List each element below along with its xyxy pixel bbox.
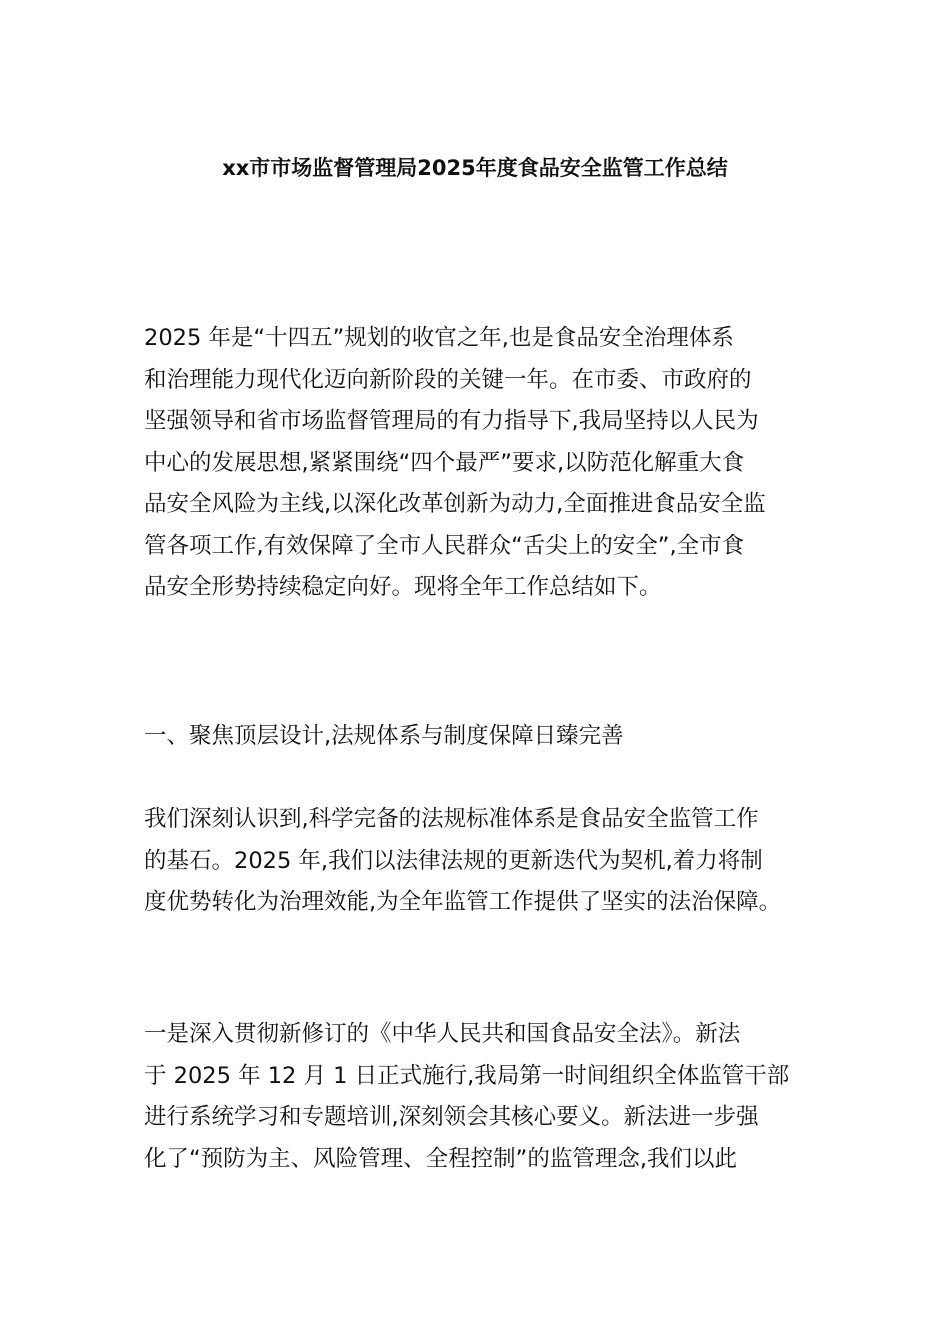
- text-line: 一是深入贯彻新修订的《中华人民共和国食品安全法》。新法: [144, 1021, 741, 1047]
- text-line: 中心的发展思想,紧紧围绕“四个最严”要求,以防范化解重大食: [144, 449, 745, 476]
- text-line: 2025 年是“十四五”规划的收官之年,也是食品安全治理体系: [144, 325, 734, 351]
- text-line: 度优势转化为治理效能,为全年监管工作提供了坚实的法治保障。: [144, 889, 782, 915]
- intro-paragraph: [144, 318, 814, 609]
- text-line: 于 2025 年 12 月 1 日正式施行,我局第一时间组织全体监管干部: [144, 1062, 790, 1089]
- section-paragraph: [144, 799, 814, 924]
- text-line: 品安全风险为主线,以深化改革创新为动力,全面推进食品安全监: [144, 491, 766, 517]
- text-line: 的基石。2025 年,我们以法律法规的更新迭代为契机,着力将制: [144, 847, 763, 874]
- text-line: 一、聚焦顶层设计,法规体系与制度保障日臻完善: [144, 723, 624, 749]
- text-line: 管各项工作,有效保障了全市人民群众“舌尖上的安全”,全市食: [144, 532, 745, 559]
- text-line: 品安全形势持续稳定向好。现将全年工作总结如下。: [144, 574, 662, 600]
- text-line: 进行系统学习和专题培训,深刻领会其核心要义。新法进一步强: [144, 1104, 759, 1130]
- section-heading: [144, 716, 814, 758]
- text-line: 我们深刻认识到,科学完备的法规标准体系是食品安全监管工作: [144, 806, 759, 832]
- text-line: 坚强领导和省市场监督管理局的有力指导下,我局坚持以人民为: [144, 408, 759, 434]
- text-line: 化了“预防为主、风险管理、全程控制”的监管理念,我们以此: [144, 1145, 737, 1172]
- document-title: xx市市场监督管理局2025年度食品安全监管工作总结: [222, 156, 728, 180]
- text-line: 和治理能力现代化迈向新阶段的关键一年。在市委、市政府的: [144, 366, 752, 393]
- section-paragraph: [144, 1014, 814, 1180]
